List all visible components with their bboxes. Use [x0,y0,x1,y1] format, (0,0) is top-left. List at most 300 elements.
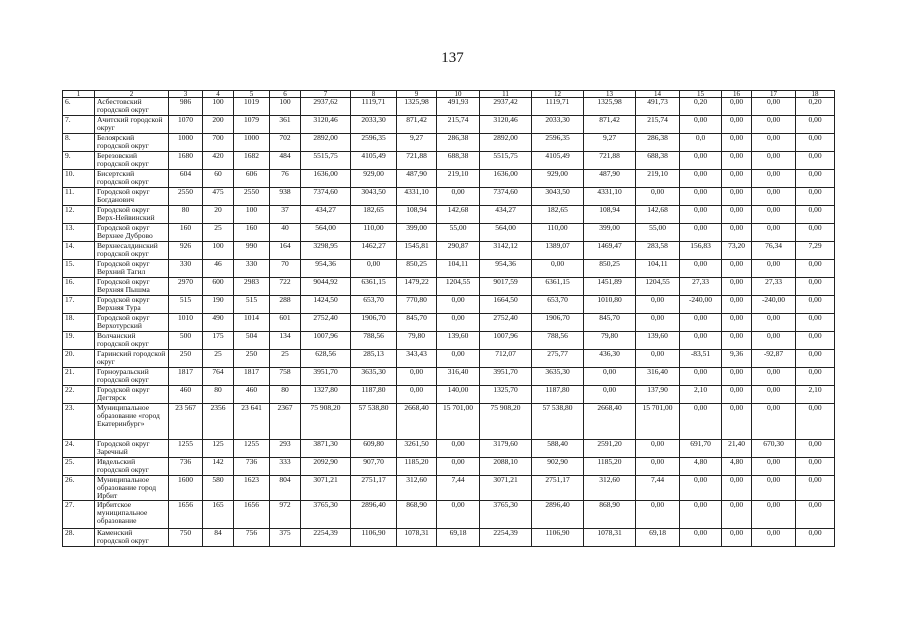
cell-col-5: 100 [234,206,270,224]
cell-col-9: 4331,10 [397,188,437,206]
cell-col-3: 330 [169,260,203,278]
cell-col-11: 3765,30 [480,501,532,529]
cell-col-15: -240,00 [680,296,722,314]
municipality-name: Верхнесалдинский городской округ [95,242,169,260]
cell-col-17: 0,00 [752,501,796,529]
row-number: 6. [63,98,95,116]
cell-col-13: 850,25 [584,260,636,278]
cell-col-16: 73,20 [722,242,752,260]
row-number: 16. [63,278,95,296]
cell-col-16: 0,00 [722,404,752,440]
cell-col-4: 175 [203,332,234,350]
cell-col-18: 0,00 [796,440,835,458]
cell-col-4: 2356 [203,404,234,440]
cell-col-3: 604 [169,170,203,188]
cell-col-13: 1010,80 [584,296,636,314]
cell-col-12: 902,90 [532,458,584,476]
cell-col-6: 375 [270,529,301,547]
cell-col-11: 2752,40 [480,314,532,332]
column-header-14: 14 [636,91,680,98]
cell-col-15: 0,0 [680,134,722,152]
cell-col-12: 653,70 [532,296,584,314]
municipality-name: Городской округ Заречный [95,440,169,458]
cell-col-3: 23 567 [169,404,203,440]
cell-col-17: 0,00 [752,98,796,116]
table-row [63,242,835,260]
cell-col-8: 4105,49 [351,152,397,170]
cell-col-5: 1656 [234,501,270,529]
cell-col-14: 104,11 [636,260,680,278]
cell-col-17: 0,00 [752,134,796,152]
cell-col-13: 399,00 [584,224,636,242]
cell-col-10: 140,00 [437,386,480,404]
row-number: 15. [63,260,95,278]
cell-col-12: 110,00 [532,224,584,242]
cell-col-15: 0,00 [680,170,722,188]
cell-col-13: 108,94 [584,206,636,224]
cell-col-11: 434,27 [480,206,532,224]
cell-col-5: 2983 [234,278,270,296]
cell-col-10: 7,44 [437,476,480,501]
cell-col-12: 2896,40 [532,501,584,529]
cell-col-13: 312,60 [584,476,636,501]
cell-col-5: 1817 [234,368,270,386]
cell-col-9: 770,80 [397,296,437,314]
row-number: 19. [63,332,95,350]
municipality-name: Ачитский городской округ [95,116,169,134]
municipality-name: Волчанский городской округ [95,332,169,350]
table-row [63,260,835,278]
cell-col-13: 868,90 [584,501,636,529]
cell-col-8: 2033,30 [351,116,397,134]
table-row [63,152,835,170]
cell-col-9: 487,90 [397,170,437,188]
cell-col-11: 2892,00 [480,134,532,152]
cell-col-3: 1010 [169,314,203,332]
cell-col-13: 1325,98 [584,98,636,116]
cell-col-16: 9,36 [722,350,752,368]
cell-col-6: 702 [270,134,301,152]
cell-col-3: 80 [169,206,203,224]
cell-col-15: 0,00 [680,404,722,440]
column-header-7: 7 [301,91,351,98]
table-body [63,91,835,547]
cell-col-7: 3120,46 [301,116,351,134]
cell-col-16: 0,00 [722,152,752,170]
cell-col-17: 0,00 [752,152,796,170]
cell-col-8: 653,70 [351,296,397,314]
cell-col-3: 1000 [169,134,203,152]
cell-col-8: 1462,27 [351,242,397,260]
cell-col-14: 215,74 [636,116,680,134]
cell-col-9: 1479,22 [397,278,437,296]
municipality-name: Городской округ Верхотурский [95,314,169,332]
cell-col-15: 0,00 [680,152,722,170]
municipality-name: Городской округ Верхнее Дуброво [95,224,169,242]
cell-col-13: 0,00 [584,368,636,386]
table-row [63,332,835,350]
cell-col-4: 600 [203,278,234,296]
municipality-name: Ирбитское муниципальное образование [95,501,169,529]
cell-col-10: 104,11 [437,260,480,278]
cell-col-6: 37 [270,206,301,224]
cell-col-17: 0,00 [752,206,796,224]
cell-col-8: 1906,70 [351,314,397,332]
cell-col-3: 1070 [169,116,203,134]
cell-col-3: 750 [169,529,203,547]
cell-col-3: 1600 [169,476,203,501]
cell-col-7: 2752,40 [301,314,351,332]
row-number: 18. [63,314,95,332]
cell-col-4: 46 [203,260,234,278]
cell-col-6: 2367 [270,404,301,440]
data-table [62,90,835,547]
cell-col-6: 293 [270,440,301,458]
cell-col-10: 0,00 [437,501,480,529]
table-row [63,314,835,332]
cell-col-3: 2550 [169,188,203,206]
table-row [63,350,835,368]
cell-col-14: 137,90 [636,386,680,404]
cell-col-4: 200 [203,116,234,134]
cell-col-13: 871,42 [584,116,636,134]
cell-col-17: 0,00 [752,170,796,188]
cell-col-4: 100 [203,98,234,116]
cell-col-9: 845,70 [397,314,437,332]
cell-col-3: 1817 [169,368,203,386]
cell-col-6: 484 [270,152,301,170]
table-row [63,386,835,404]
cell-col-5: 1079 [234,116,270,134]
cell-col-14: 0,00 [636,350,680,368]
cell-col-11: 1664,50 [480,296,532,314]
cell-col-5: 460 [234,386,270,404]
cell-col-10: 55,00 [437,224,480,242]
table-row [63,134,835,152]
cell-col-17: 0,00 [752,332,796,350]
cell-col-7: 954,36 [301,260,351,278]
cell-col-8: 609,80 [351,440,397,458]
cell-col-12: 2033,30 [532,116,584,134]
cell-col-10: 491,93 [437,98,480,116]
cell-col-10: 0,00 [437,350,480,368]
cell-col-11: 7374,60 [480,188,532,206]
cell-col-6: 804 [270,476,301,501]
cell-col-15: -83,51 [680,350,722,368]
municipality-name: Муниципальное образование город Ирбит [95,476,169,501]
row-number: 24. [63,440,95,458]
table-row [63,170,835,188]
cell-col-18: 0,00 [796,404,835,440]
municipality-name: Гаринский городской округ [95,350,169,368]
column-header-10: 10 [437,91,480,98]
table-row [63,368,835,386]
cell-col-15: 691,70 [680,440,722,458]
cell-col-7: 3765,30 [301,501,351,529]
cell-col-5: 1014 [234,314,270,332]
cell-col-12: 1906,70 [532,314,584,332]
table-row [63,116,835,134]
cell-col-10: 0,00 [437,188,480,206]
row-number: 22. [63,386,95,404]
cell-col-8: 1106,90 [351,529,397,547]
cell-col-18: 0,00 [796,206,835,224]
cell-col-14: 286,38 [636,134,680,152]
cell-col-9: 0,00 [397,368,437,386]
cell-col-8: 2751,17 [351,476,397,501]
cell-col-13: 845,70 [584,314,636,332]
cell-col-5: 504 [234,332,270,350]
table-row [63,296,835,314]
cell-col-15: 0,00 [680,332,722,350]
cell-col-16: 0,00 [722,170,752,188]
cell-col-18: 0,00 [796,188,835,206]
cell-col-11: 2937,42 [480,98,532,116]
table-row [63,278,835,296]
cell-col-16: 0,00 [722,260,752,278]
cell-col-4: 25 [203,224,234,242]
cell-col-3: 986 [169,98,203,116]
row-number: 23. [63,404,95,440]
municipality-name: Городской округ Дегтярск [95,386,169,404]
cell-col-3: 515 [169,296,203,314]
cell-col-3: 460 [169,386,203,404]
row-number: 12. [63,206,95,224]
cell-col-18: 0,00 [796,152,835,170]
cell-col-13: 1451,89 [584,278,636,296]
cell-col-10: 0,00 [437,296,480,314]
cell-col-8: 1187,80 [351,386,397,404]
cell-col-14: 139,60 [636,332,680,350]
column-header-9: 9 [397,91,437,98]
cell-col-15: 0,00 [680,368,722,386]
cell-col-12: 182,65 [532,206,584,224]
column-header-8: 8 [351,91,397,98]
cell-col-10: 215,74 [437,116,480,134]
cell-col-15: 0,00 [680,314,722,332]
cell-col-3: 736 [169,458,203,476]
cell-col-17: 0,00 [752,368,796,386]
cell-col-16: 0,00 [722,529,752,547]
cell-col-7: 3871,30 [301,440,351,458]
cell-col-12: 1187,80 [532,386,584,404]
cell-col-10: 0,00 [437,440,480,458]
cell-col-4: 125 [203,440,234,458]
cell-col-6: 100 [270,98,301,116]
cell-col-8: 788,56 [351,332,397,350]
cell-col-10: 1204,55 [437,278,480,296]
cell-col-11: 2088,10 [480,458,532,476]
table-row [63,501,835,529]
column-header-2: 2 [95,91,169,98]
cell-col-6: 333 [270,458,301,476]
cell-col-5: 1000 [234,134,270,152]
table-row [63,188,835,206]
cell-col-14: 69,18 [636,529,680,547]
row-number: 28. [63,529,95,547]
cell-col-6: 76 [270,170,301,188]
cell-col-12: 1119,71 [532,98,584,116]
cell-col-14: 0,00 [636,314,680,332]
table-row [63,458,835,476]
cell-col-8: 1119,71 [351,98,397,116]
cell-col-18: 0,00 [796,332,835,350]
cell-col-7: 1424,50 [301,296,351,314]
page-number: 137 [441,50,464,66]
cell-col-18: 0,00 [796,529,835,547]
cell-col-5: 1255 [234,440,270,458]
column-header-12: 12 [532,91,584,98]
cell-col-10: 15 701,00 [437,404,480,440]
cell-col-12: 1106,90 [532,529,584,547]
cell-col-3: 1680 [169,152,203,170]
cell-col-12: 788,56 [532,332,584,350]
cell-col-16: 0,00 [722,332,752,350]
cell-col-16: 0,00 [722,278,752,296]
cell-col-12: 3635,30 [532,368,584,386]
cell-col-3: 1656 [169,501,203,529]
cell-col-11: 712,07 [480,350,532,368]
row-number: 10. [63,170,95,188]
cell-col-8: 3635,30 [351,368,397,386]
cell-col-8: 0,00 [351,260,397,278]
cell-col-3: 160 [169,224,203,242]
cell-col-14: 7,44 [636,476,680,501]
cell-col-9: 1185,20 [397,458,437,476]
cell-col-5: 736 [234,458,270,476]
cell-col-6: 80 [270,386,301,404]
cell-col-14: 142,68 [636,206,680,224]
cell-col-6: 134 [270,332,301,350]
cell-col-3: 926 [169,242,203,260]
column-header-5: 5 [234,91,270,98]
cell-col-13: 436,30 [584,350,636,368]
cell-col-11: 3179,60 [480,440,532,458]
cell-col-12: 0,00 [532,260,584,278]
cell-col-9: 1078,31 [397,529,437,547]
cell-col-4: 60 [203,170,234,188]
cell-col-9: 312,60 [397,476,437,501]
cell-col-5: 1019 [234,98,270,116]
cell-col-15: 4,80 [680,458,722,476]
cell-col-12: 2751,17 [532,476,584,501]
table-row [63,404,835,440]
cell-col-16: 21,40 [722,440,752,458]
cell-col-12: 57 538,80 [532,404,584,440]
cell-col-15: 27,33 [680,278,722,296]
cell-col-16: 0,00 [722,116,752,134]
cell-col-18: 0,20 [796,98,835,116]
cell-col-9: 3261,50 [397,440,437,458]
cell-col-6: 722 [270,278,301,296]
cell-col-18: 0,00 [796,368,835,386]
cell-col-8: 6361,15 [351,278,397,296]
cell-col-15: 0,20 [680,98,722,116]
cell-col-17: 0,00 [752,386,796,404]
cell-col-12: 2596,35 [532,134,584,152]
cell-col-8: 110,00 [351,224,397,242]
cell-col-14: 491,73 [636,98,680,116]
cell-col-6: 25 [270,350,301,368]
cell-col-12: 588,40 [532,440,584,458]
cell-col-10: 0,00 [437,314,480,332]
cell-col-5: 330 [234,260,270,278]
cell-col-18: 0,00 [796,170,835,188]
cell-col-17: 27,33 [752,278,796,296]
cell-col-16: 0,00 [722,296,752,314]
cell-col-5: 606 [234,170,270,188]
cell-col-11: 9017,59 [480,278,532,296]
cell-col-5: 2550 [234,188,270,206]
cell-col-16: 0,00 [722,206,752,224]
column-header-18: 18 [796,91,835,98]
cell-col-13: 79,80 [584,332,636,350]
municipality-name: Городской округ Верх-Нейвинский [95,206,169,224]
cell-col-8: 285,13 [351,350,397,368]
cell-col-15: 2,10 [680,386,722,404]
cell-col-16: 0,00 [722,368,752,386]
cell-col-9: 868,90 [397,501,437,529]
municipality-name: Городской округ Верхняя Тура [95,296,169,314]
row-number: 25. [63,458,95,476]
column-header-6: 6 [270,91,301,98]
cell-col-5: 1682 [234,152,270,170]
cell-col-18: 0,00 [796,314,835,332]
cell-col-13: 721,88 [584,152,636,170]
cell-col-18: 0,00 [796,260,835,278]
cell-col-7: 2892,00 [301,134,351,152]
cell-col-13: 2668,40 [584,404,636,440]
municipality-name: Горноуральский городской округ [95,368,169,386]
cell-col-12: 1389,07 [532,242,584,260]
column-header-11: 11 [480,91,532,98]
municipality-name: Березовский городской округ [95,152,169,170]
cell-col-7: 3071,21 [301,476,351,501]
cell-col-4: 80 [203,386,234,404]
cell-col-14: 688,38 [636,152,680,170]
cell-col-4: 475 [203,188,234,206]
cell-col-6: 361 [270,116,301,134]
cell-col-4: 100 [203,242,234,260]
municipality-name: Городской округ Верхняя Пышма [95,278,169,296]
cell-col-15: 0,00 [680,501,722,529]
cell-col-17: 0,00 [752,404,796,440]
cell-col-13: 1078,31 [584,529,636,547]
cell-col-9: 79,80 [397,332,437,350]
cell-col-16: 4,80 [722,458,752,476]
cell-col-4: 165 [203,501,234,529]
table-row [63,224,835,242]
cell-col-5: 515 [234,296,270,314]
cell-col-3: 500 [169,332,203,350]
cell-col-17: 0,00 [752,188,796,206]
cell-col-4: 580 [203,476,234,501]
cell-col-7: 2254,39 [301,529,351,547]
cell-col-14: 0,00 [636,296,680,314]
cell-col-7: 3951,70 [301,368,351,386]
cell-col-17: 0,00 [752,224,796,242]
cell-col-10: 286,38 [437,134,480,152]
cell-col-18: 0,00 [796,134,835,152]
cell-col-11: 3951,70 [480,368,532,386]
cell-col-5: 250 [234,350,270,368]
cell-col-10: 688,38 [437,152,480,170]
cell-col-13: 4331,10 [584,188,636,206]
municipality-name: Белоярский городской округ [95,134,169,152]
cell-col-14: 1204,55 [636,278,680,296]
cell-col-15: 0,00 [680,529,722,547]
cell-col-9: 721,88 [397,152,437,170]
